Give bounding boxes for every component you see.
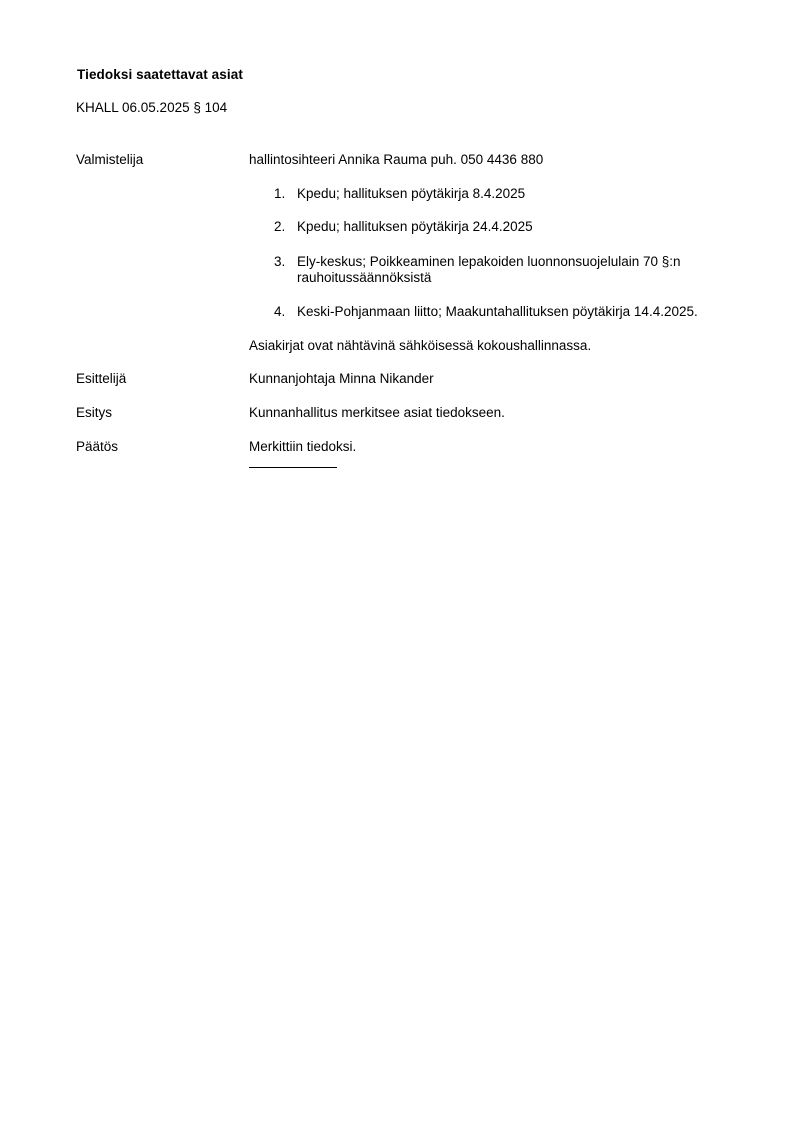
list-item-number: 1. (274, 186, 286, 201)
proposal-value: Kunnanhallitus merkitsee asiat tiedokseen. (249, 405, 505, 420)
list-item-number: 2. (274, 219, 286, 234)
list-item-number: 3. (274, 254, 286, 269)
presenter-value: Kunnanjohtaja Minna Nikander (249, 371, 434, 386)
preparer-label: Valmistelija (76, 152, 144, 167)
end-divider (249, 467, 337, 468)
meeting-reference: KHALL 06.05.2025 § 104 (76, 100, 228, 115)
list-item-text: Keski-Pohjanmaan liitto; Maakuntahallituksen pöytäkirja 14.4.2025. (297, 304, 698, 319)
decision-label: Päätös (76, 439, 119, 454)
decision-value: Merkittiin tiedoksi. (249, 439, 357, 454)
availability-note: Asiakirjat ovat nähtävinä sähköisessä kokoushallinnassa. (249, 338, 592, 353)
list-item-text: Ely-keskus; Poikkeaminen lepakoiden luonnonsuojelulain 70 §:n rauhoitussäännöksistä (297, 254, 681, 285)
document-title: Tiedoksi saatettavat asiat (77, 67, 243, 82)
preparer-value: hallintosihteeri Annika Rauma puh. 050 4436 880 (249, 152, 544, 167)
list-item-text: Kpedu; hallituksen pöytäkirja 24.4.2025 (297, 219, 533, 234)
list-item-number: 4. (274, 304, 286, 319)
proposal-label: Esitys (76, 405, 113, 420)
list-item-text: Kpedu; hallituksen pöytäkirja 8.4.2025 (297, 186, 526, 201)
presenter-label: Esittelijä (76, 371, 127, 386)
